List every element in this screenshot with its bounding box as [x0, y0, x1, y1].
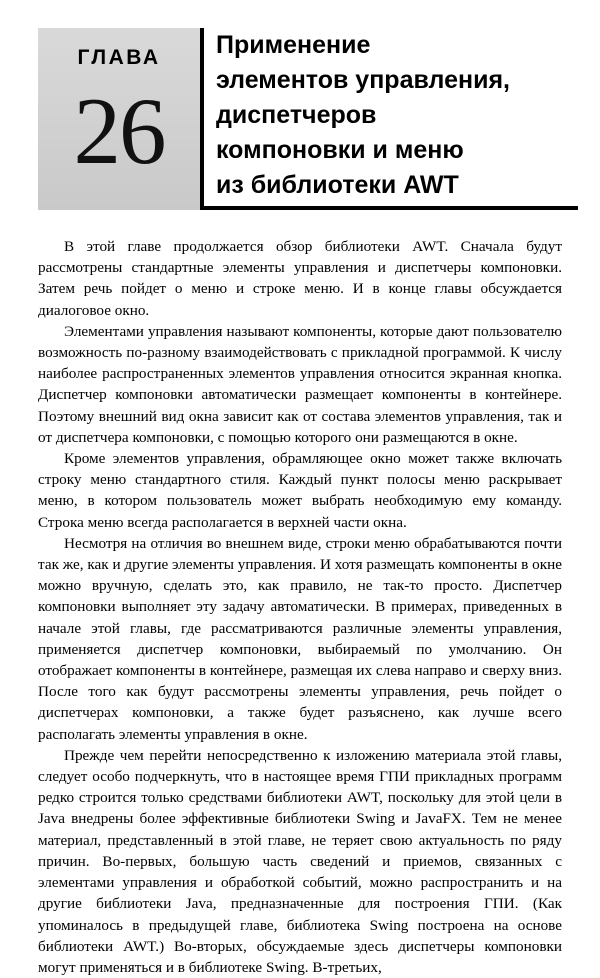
paragraph: В этой главе продолжается обзор библиотеки AWT. Сначала будут рассмотрены стандартные элементы управления и диспетчеры компоновки. Затем речь пойдет о меню и строке меню. И в конце главы обсуждается диалоговое окно.	[38, 238, 562, 319]
document-page	[0, 28, 600, 976]
chapter-title-line-5: из библиотеки AWT	[216, 171, 459, 199]
paragraph: Несмотря на отличия во внешнем виде, строки меню обрабатываются почти так же, как и другие элементы управления. И хотя размещать компоненты в окне можно вручную, сделать это, как правило, не так-то просто. Диспетчер компоновки выполняет эту задачу автоматически. В примерах, приведенных в начале этой главы, где рассматриваются различные элементы управления, применяется диспетчер компоновки, выбираемый по умолчанию. Он отображает компоненты в контейнере, размещая их слева направо и сверху вниз. После того как будут рассмотрены элементы управления, речь пойдет о диспетчерах компоновки, а также будет разъяснено, как лучше всего располагать элементы управления в окне.	[38, 534, 562, 743]
chapter-title-line-2: элементов управления,	[216, 66, 510, 94]
chapter-label: ГЛАВА	[77, 46, 161, 69]
chapter-title-line-3: диспетчеров	[216, 101, 377, 129]
horizontal-rule	[200, 206, 578, 210]
paragraph: Кроме элементов управления, обрамляющее окно может также включать строку меню стандартного стиля. Каждый пункт полосы меню раскрывает меню, в котором пользователь может выбрать необходимую ему команду. Строка меню всегда располагается в верхней части окна.	[38, 450, 562, 531]
paragraph: Прежде чем перейти непосредственно к изложению материала этой главы, следует особо подчеркнуть, что в настоящее время ГПИ прикладных программ редко строится только средствами библиотеки AWT, поскольку для этой цели в Java внедрены более эффективные библиотеки Swing и JavaFX. Тем не менее материал, представленный в этой главе, не теряет свою актуальность по ряду причин. Во-первых, большую часть сведений и приемов, связанных с элементами управления и обработкой событий, можно распространить и на другие библиотеки Java, предназначенные для построения ГПИ. (Как упоминалось в предыдущей главе, библиотека Swing построена на основе библиотеки AWT.) Во-вторых, обсуждаемые здесь диспетчеры компоновки могут применяться и в библиотеке Swing. В-третьих,	[38, 746, 562, 976]
chapter-number: 26	[73, 78, 165, 184]
body-text	[38, 236, 562, 978]
chapter-header	[38, 28, 578, 210]
paragraph: Элементами управления называют компоненты, которые дают пользователю возможность по-разному взаимодействовать с прикладной программой. К числу наиболее распространенных элементов управления относится экранная кнопка. Диспетчер компоновки автоматически размещает компоненты в контейнере. Поэтому внешний вид окна зависит как от состава элементов управления, так и от диспетчера компоновки, с помощью которого они размещаются в окне.	[38, 322, 562, 446]
chapter-number-block	[38, 28, 200, 210]
chapter-title	[204, 28, 578, 210]
chapter-title-line-4: компоновки и меню	[216, 136, 464, 164]
chapter-title-line-1: Применение	[216, 31, 371, 59]
